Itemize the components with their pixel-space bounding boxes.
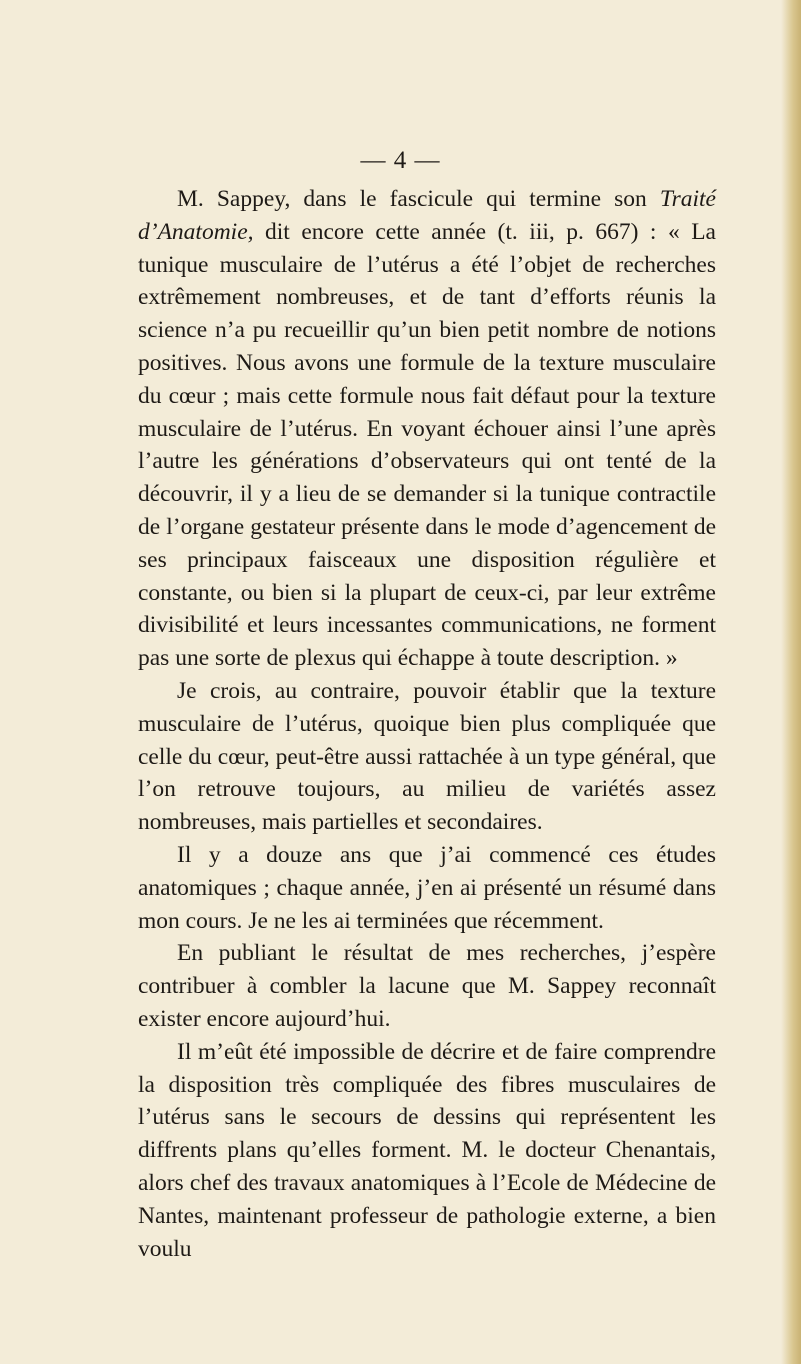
- paragraph-3: Il y a douze ans que j’ai commencé ces études anatomiques ; chaque année, j’en ai présenté un résumé dans mon cours. Je ne les ai terminées que récemment.: [138, 841, 716, 934]
- paragraph-5: Il m’eût été impossible de décrire et de faire comprendre la disposition très compliquée des fibres musculaires de l’utérus sans le secours de dessins qui représentent les diffrents plans qu’elles forment. M. le docteur Chenantais, alors chef des travaux anatomiques à l’Ecole de Médecine de Nantes, maintenant professeur de pathologie externe, a bien voulu: [138, 1038, 716, 1262]
- page-edge: [781, 0, 801, 1364]
- paragraph-1-lead: M. Sappey, dans le fascicule qui termine son: [177, 186, 660, 212]
- page-number: — 4 —: [360, 147, 441, 174]
- paragraph-4: En publiant le résultat de mes recherches, j’espère contribuer à combler la lacune que M. Sappey reconnaît exister encore aujourd’hui.: [138, 940, 716, 1032]
- book-title: Traité d’Anatomie,: [138, 186, 716, 245]
- paragraph-1: [138, 183, 716, 675]
- page-body: [138, 183, 716, 1265]
- paragraph-2: Je crois, au contraire, pouvoir établir que la texture musculaire de l’utérus, quoique bien plus compliquée que celle du cœur, peut-être aussi rattachée à un type général, que l’on retrouve toujours, au milieu de variétés assez nombreuses, mais partielles et secondaires.: [138, 677, 716, 836]
- paragraph-1-rest: dit encore cette année (t. iii, p. 667) : « La tunique musculaire de l’utérus a été l’objet de recherches extrêmement nombreuses, et de tant d’efforts réunis la science n’a pu recueillir qu’un bien petit nombre de notions positives. Nous avons une formule de la texture musculaire du cœur ; mais cette formule nous fait défaut pour la texture musculaire de l’utérus. En voyant échouer ainsi l’une après l’autre les générations d’observateurs qui ont tenté de la découvrir, il y a lieu de se demander si la tunique contractile de l’organe gestateur présente dans le mode d’agencement de ses principaux faisceaux une disposition régulière et constante, ou bien si la plupart de ceux-ci, par leur extrême divisibilité et leurs incessantes communications, ne forment pas une sorte de plexus qui échappe à toute description. »: [138, 218, 716, 672]
